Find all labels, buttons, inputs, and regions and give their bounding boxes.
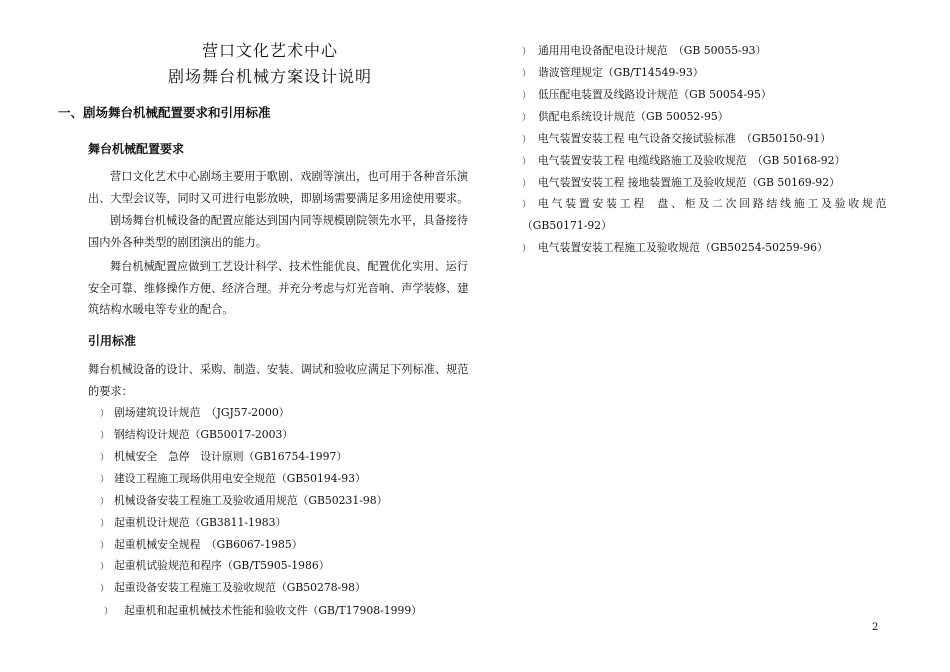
list-item-text: 谐波管理规定（GB/T14549-93） [538,66,704,79]
list-item-text: 钢结构设计规范（GB50017-2003） [114,428,294,441]
list-item-text: 起重机和起重机械技术性能和验收文件（GB/T17908-1999） [124,604,423,617]
paragraph-line: 舞台机械配置应做到工艺设计科学、技术性能优良、配置优化实用、运行 [110,260,469,273]
list-item [100,516,286,531]
paragraph-line: 剧场舞台机械设备的配置应能达到国内同等规模剧院领先水平，具备接待 [110,214,469,227]
bullet-icon: ） [522,69,532,79]
list-item [100,428,293,443]
list-item-text: 机械设备安装工程施工及验收通用规范（GB50231-98） [114,494,388,507]
paragraph-line: 国内外各种类型的剧团演出的能力。 [88,236,268,249]
bullet-icon: ） [522,157,532,167]
list-item-text: 剧场建筑设计规范 （JGJ57-2000） [114,406,290,419]
list-item [100,581,366,596]
bullet-icon: ） [100,431,110,441]
list-item [522,88,772,103]
list-item [522,154,845,169]
list-item [522,132,831,147]
list-item-text: 通用用电设备配电设计规范 （GB 50055-93） [538,44,767,57]
paragraph-line: 筑结构水暖电等专业的配合。 [88,303,234,316]
doc-title-line1: 营口文化艺术中心 [202,41,339,60]
bullet-icon: ） [100,453,110,463]
bullet-icon: ） [100,519,110,529]
list-item-text: 起重机试验规范和程序（GB/T5905-1986） [114,559,330,572]
list-item [100,538,303,553]
list-item [522,44,766,59]
bullet-icon: ） [100,409,110,419]
list-item [100,559,330,574]
bullet-icon: ） [522,179,532,189]
list-item-text: 机械安全 急停 设计原则（GB16754-1997） [114,450,348,463]
section-heading: 一、剧场舞台机械配置要求和引用标准 [58,105,271,120]
list-item [104,604,422,619]
list-item-text: 电气装置安装工程施工及验收规范（GB50254-50259-96） [538,241,828,254]
list-item-text: 低压配电装置及线路设计规范（GB 50054-95） [538,88,772,101]
bullet-icon: ） [100,475,110,485]
bullet-icon: ） [522,113,532,123]
bullet-icon: ） [522,47,532,57]
bullet-icon: ） [100,497,110,507]
bullet-icon: ） [100,584,110,594]
bullet-icon: ） [104,607,114,617]
bullet-icon: ） [100,541,110,551]
list-item [100,450,347,465]
bullet-icon: ） [522,200,532,210]
list-item-text: 供配电系统设计规范（GB 50052-95） [538,110,729,123]
bullet-icon: ） [522,244,532,254]
list-item-text: 起重机械安全规程 （GB6067-1985） [114,538,303,551]
list-item-text: 建设工程施工现场供用电安全规范（GB50194-93） [114,472,366,485]
paragraph-line: 安全可靠、维修操作方便、经济合理。并充分考虑与灯光音响、声学装修、建 [88,282,469,295]
doc-title-line2: 剧场舞台机械方案设计说明 [168,67,373,86]
bullet-icon: ） [522,91,532,101]
standards-intro-line: 舞台机械设备的设计、采购、制造、安装、调试和验收应满足下列标准、规范 [88,363,469,376]
subheading-referenced-standards: 引用标准 [88,334,137,348]
list-item [100,494,387,509]
list-item [100,472,366,487]
list-item-text: 起重机设计规范（GB3811-1983） [114,516,287,529]
list-item-text: 电气装置安装工程 接地装置施工及验收规范（GB 50169-92） [538,176,840,189]
standards-intro-line: 的要求： [88,385,133,398]
list-item [522,197,886,212]
list-item [522,241,828,256]
bullet-icon: ） [522,135,532,145]
list-item-text: 电气装置安装工程 电缆线路施工及验收规范 （GB 50168-92） [538,154,846,167]
list-item-text: 起重设备安装工程施工及验收规范（GB50278-98） [114,581,366,594]
paragraph-line: 出、大型会议等，同时又可进行电影放映，即剧场需要满足多用途使用要求。 [88,192,469,205]
list-item-continuation: （GB50171-92） [522,219,612,232]
list-item-text: 电气装置安装工程 电气设备交接试验标准 （GB50150-91） [538,132,832,145]
page-number: 2 [872,622,879,633]
list-item [100,406,290,421]
subheading-config-requirements: 舞台机械配置要求 [88,142,185,156]
list-item [522,66,704,81]
paragraph-line: 营口文化艺术中心剧场主要用于歌剧、戏剧等演出，也可用于各种音乐演 [110,170,469,183]
list-item [522,110,729,125]
list-item-text: 电 气 装 置 安 装 工 程 盘 、 柜 及 二 次 回 路 结 线 施 工 及 验 收 规 范 [538,197,887,210]
list-item [522,176,840,191]
bullet-icon: ） [100,562,110,572]
